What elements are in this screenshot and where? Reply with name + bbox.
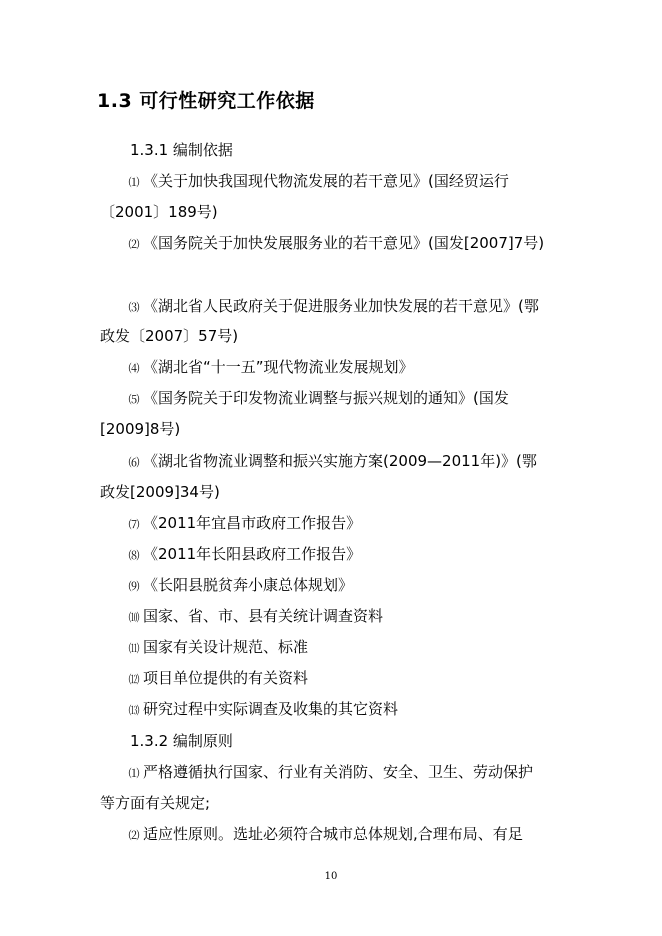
basis-item xyxy=(125,700,398,720)
basis-item-continuation xyxy=(100,203,218,221)
list-marker: ⑼ xyxy=(128,580,140,593)
principle-item xyxy=(125,763,533,783)
line-text: 《关于加快我国现代物流发展的若干意见》(国经贸运行 xyxy=(143,172,509,190)
basis-item xyxy=(125,389,509,409)
list-marker: ⑸ xyxy=(128,393,140,406)
list-marker: ⑹ xyxy=(128,456,140,469)
list-marker: ⑻ xyxy=(128,549,140,562)
line-text: 国家有关设计规范、标准 xyxy=(143,638,309,656)
line-text: 《湖北省物流业调整和振兴实施方案(2009—2011年)》(鄂 xyxy=(143,452,537,470)
basis-item xyxy=(125,669,308,689)
line-text: 项目单位提供的有关资料 xyxy=(143,669,309,687)
list-marker: ⑾ xyxy=(128,642,140,655)
line-text: 《长阳县脱贫奔小康总体规划》 xyxy=(143,576,354,594)
line-text: 《国务院关于加快发展服务业的若干意见》(国发[2007]7号) xyxy=(143,234,545,252)
basis-item xyxy=(125,234,544,254)
principle-item xyxy=(125,825,523,845)
basis-item xyxy=(125,358,414,378)
line-text: 《2011年长阳县政府工作报告》 xyxy=(143,545,362,563)
basis-item xyxy=(125,297,539,317)
line-text: 适应性原则。选址必须符合城市总体规划,合理布局、有足 xyxy=(143,825,523,843)
basis-item xyxy=(125,514,361,534)
list-marker: ⑵ xyxy=(128,829,140,842)
basis-item-continuation xyxy=(100,420,180,438)
list-marker: ⑽ xyxy=(128,611,140,624)
line-text: 《2011年宜昌市政府工作报告》 xyxy=(143,514,362,532)
basis-item-continuation xyxy=(100,327,238,345)
basis-item xyxy=(125,576,353,596)
principle-item-continuation xyxy=(100,794,210,812)
line-text: 1.3.2 编制原则 xyxy=(130,732,233,750)
subsection-title xyxy=(130,732,233,750)
page-number: 10 xyxy=(324,871,338,882)
line-text: [2009]8号) xyxy=(100,420,181,438)
list-marker: ⑿ xyxy=(128,673,140,686)
basis-item xyxy=(125,452,537,472)
list-marker: ⑴ xyxy=(128,176,140,189)
list-marker: ⑵ xyxy=(128,238,140,251)
basis-item xyxy=(125,545,361,565)
subsection-title xyxy=(130,141,233,159)
basis-item-continuation xyxy=(100,483,220,501)
line-text: 《国务院关于印发物流业调整与振兴规划的通知》(国发 xyxy=(143,389,509,407)
list-marker: ⒀ xyxy=(128,704,140,717)
line-text: 政发〔2007〕57号) xyxy=(100,327,239,345)
basis-item xyxy=(125,607,383,627)
basis-item xyxy=(125,638,308,658)
line-text: 国家、省、市、县有关统计调查资料 xyxy=(143,607,384,625)
line-text: 〔2001〕189号) xyxy=(100,203,218,221)
list-marker: ⑺ xyxy=(128,518,140,531)
line-text: 《湖北省“十一五”现代物流业发展规划》 xyxy=(143,358,414,376)
list-marker: ⑷ xyxy=(128,362,140,375)
line-text: 等方面有关规定; xyxy=(100,794,211,812)
line-text: 研究过程中实际调查及收集的其它资料 xyxy=(143,700,399,718)
line-text: 严格遵循执行国家、行业有关消防、安全、卫生、劳动保护 xyxy=(143,763,534,781)
basis-item xyxy=(125,172,509,192)
section-heading: 1.3 可行性研究工作依据 xyxy=(97,90,315,112)
list-marker: ⑴ xyxy=(128,767,140,780)
line-text: 1.3.1 编制依据 xyxy=(130,141,233,159)
line-text: 《湖北省人民政府关于促进服务业加快发展的若干意见》(鄂 xyxy=(143,297,539,315)
line-text: 政发[2009]34号) xyxy=(100,483,220,501)
list-marker: ⑶ xyxy=(128,301,140,314)
